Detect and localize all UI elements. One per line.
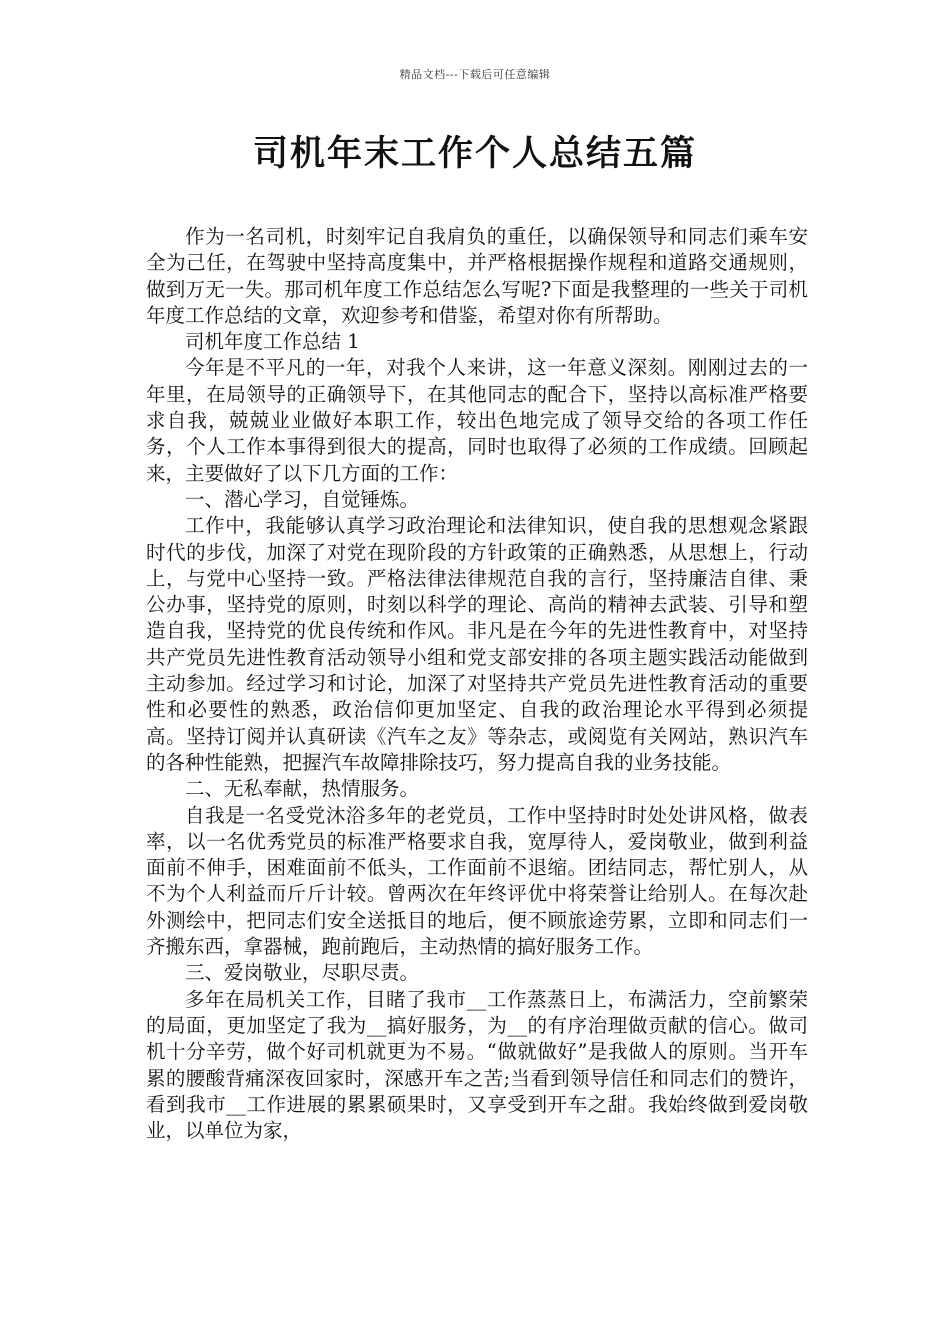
document-body — [146, 224, 808, 1144]
subsection-heading: 二、无私奉献，热情服务。 — [185, 777, 420, 801]
page-header-note: 精品文档---下载后可任意编辑 — [399, 68, 551, 81]
body-paragraph: 工作中，我能够认真学习政治理论和法律知识，使自我的思想观念紧跟时代的步伐，加深了对党在现阶段的方针政策的正确熟悉，从思想上，行动上，与党中心坚持一致。严格法律法律规范自我的言行，坚持廉洁自律、秉公办事，坚持党的原则，时刻以科学的理论、高尚的精神去武装、引导和塑造自我，坚持党的优良传统和作风。非凡是在今年的先进性教育中，对坚持共产党员先进性教育活动领导小组和党支部安排的各项主题实践活动能做到主动参加。经过学习和讨论，加深了对坚持共产党员先进性教育活动的重要性和必要性的熟悉，政治信仰更加坚定、自我的政治理论水平得到必须提高。坚持订阅并认真研读《汽车之友》等杂志，或阅览有关网站，熟识汽车的各种性能熟，把握汽车故障排除技巧，努力提高自我的业务技能。 — [146, 514, 808, 774]
body-paragraph: 自我是一名受党沐浴多年的老党员，工作中坚持时时处处讲风格，做表率，以一名优秀党员的标准严格要求自我，宽厚待人，爱岗敬业，做到利益面前不伸手，困难面前不低头，工作面前不退缩。团结同志，帮忙别人，从不为个人利益而斤斤计较。曾两次在年终评优中将荣誉让给别人。在每次赴外测绘中，把同志们安全送抵目的地后，便不顾旅途劳累，立即和同志们一齐搬东西，拿器械，跑前跑后，主动热情的搞好服务工作。 — [146, 803, 808, 959]
subsection-heading: 三、爱岗敬业，尽职尽责。 — [185, 961, 420, 985]
body-paragraph: 多年在局机关工作，目睹了我市__工作蒸蒸日上，布满活力，空前繁荣的局面，更加坚定了我为__搞好服务，为__的有序治理做贡献的信心。做司机十分辛劳，做个好司机就更为不易。“做就做好”是我做人的原则。当开车累的腰酸背痛深夜回家时，深感开车之苦;当看到领导信任和同志们的赞许，看到我市__工作进展的累累硕果时，又享受到开车之甜。我始终做到爱岗敬业，以单位为家， — [146, 987, 808, 1143]
section-heading: 司机年度工作总结 1 — [185, 330, 360, 354]
intro-paragraph: 作为一名司机，时刻牢记自我肩负的重任，以确保领导和同志们乘车安全为己任，在驾驶中坚持高度集中，并严格根据操作规程和道路交通规则，做到万无一失。那司机年度工作总结怎么写呢?下面是我整理的一些关于司机年度工作总结的文章，欢迎参考和借鉴，希望对你有所帮助。 — [146, 225, 808, 327]
document-title: 司机年末工作个人总结五篇 — [252, 134, 697, 174]
subsection-heading: 一、潜心学习，自觉锤炼。 — [185, 487, 420, 511]
body-paragraph: 今年是不平凡的一年，对我个人来讲，这一年意义深刻。刚刚过去的一年里，在局领导的正确领导下，在其他同志的配合下，坚持以高标准严格要求自我，兢兢业业做好本职工作，较出色地完成了领导交给的各项工作任务，个人工作本事得到很大的提高，同时也取得了必须的工作成绩。回顾起来，主要做好了以下几方面的工作： — [146, 356, 808, 485]
